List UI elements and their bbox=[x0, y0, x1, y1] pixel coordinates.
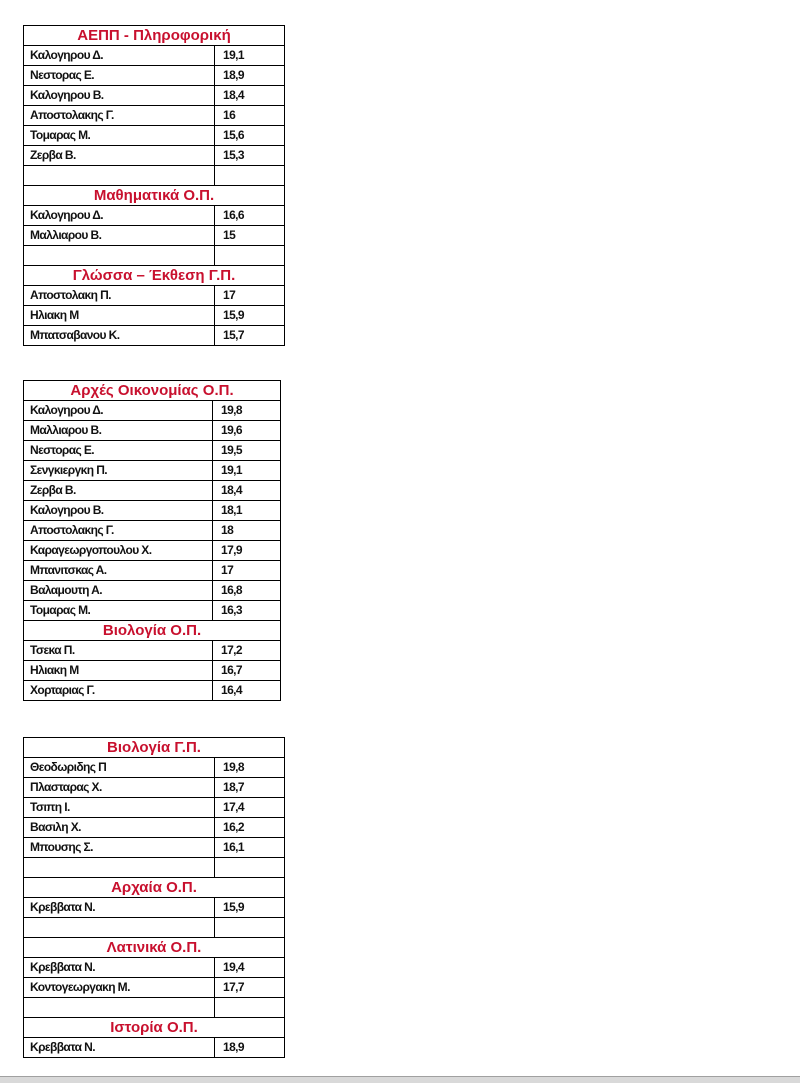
student-name: Ηλιακη Μ bbox=[24, 306, 215, 326]
grade-value: 19,1 bbox=[213, 461, 281, 481]
grade-value: 16,6 bbox=[215, 206, 285, 226]
table-row bbox=[24, 421, 281, 441]
grade-value: 17 bbox=[215, 286, 285, 306]
table-row bbox=[24, 66, 285, 86]
grade-value: 18,9 bbox=[215, 1038, 285, 1058]
student-name: Βαλαμουτη Α. bbox=[24, 581, 213, 601]
section-title: Βιολογία Ο.Π. bbox=[24, 621, 281, 641]
grade-value: 16,4 bbox=[213, 681, 281, 701]
section-title: Γλώσσα – Έκθεση Γ.Π. bbox=[24, 266, 285, 286]
blank-row bbox=[24, 998, 285, 1018]
student-name: Ζερβα Β. bbox=[24, 481, 213, 501]
student-name: Νεστορας Ε. bbox=[24, 66, 215, 86]
section-header-row bbox=[24, 381, 281, 401]
grades-table-3 bbox=[23, 737, 285, 1058]
section-title: ΑΕΠΠ - Πληροφορική bbox=[24, 26, 285, 46]
table-row bbox=[24, 306, 285, 326]
table-body bbox=[24, 738, 285, 1058]
section-header-row bbox=[24, 266, 285, 286]
student-name: Μαλλιαρου Β. bbox=[24, 421, 213, 441]
grade-value: 17,4 bbox=[215, 798, 285, 818]
grade-value: 15,6 bbox=[215, 126, 285, 146]
grades-table-1 bbox=[23, 25, 285, 346]
table-row bbox=[24, 661, 281, 681]
blank-cell bbox=[24, 998, 215, 1018]
section-title: Μαθηματικά Ο.Π. bbox=[24, 186, 285, 206]
student-name: Τομαρας Μ. bbox=[24, 601, 213, 621]
student-name: Πλασταρας Χ. bbox=[24, 778, 215, 798]
student-name: Αποστολακης Γ. bbox=[24, 521, 213, 541]
grade-value: 16,2 bbox=[215, 818, 285, 838]
grades-table-2 bbox=[23, 380, 281, 701]
student-name: Μπουσης Σ. bbox=[24, 838, 215, 858]
section-header-row bbox=[24, 938, 285, 958]
table-row bbox=[24, 126, 285, 146]
student-name: Καλογηρου Β. bbox=[24, 86, 215, 106]
table-body bbox=[24, 381, 281, 701]
student-name: Θεοδωριδης Π bbox=[24, 758, 215, 778]
student-name: Τομαρας Μ. bbox=[24, 126, 215, 146]
table-row bbox=[24, 441, 281, 461]
blank-cell bbox=[215, 246, 285, 266]
table-row bbox=[24, 521, 281, 541]
table-row bbox=[24, 758, 285, 778]
grade-value: 16 bbox=[215, 106, 285, 126]
student-name: Σενγκιεργκη Π. bbox=[24, 461, 213, 481]
grade-value: 18,4 bbox=[213, 481, 281, 501]
grade-value: 18,7 bbox=[215, 778, 285, 798]
table-body bbox=[24, 26, 285, 346]
student-name: Καραγεωργοπουλου Χ. bbox=[24, 541, 213, 561]
table-row bbox=[24, 958, 285, 978]
student-name: Κοντογεωργακη Μ. bbox=[24, 978, 215, 998]
grade-value: 17,2 bbox=[213, 641, 281, 661]
grade-value: 19,4 bbox=[215, 958, 285, 978]
section-header-row bbox=[24, 1018, 285, 1038]
section-header-row bbox=[24, 621, 281, 641]
table-row bbox=[24, 86, 285, 106]
student-name: Καλογηρου Δ. bbox=[24, 401, 213, 421]
grade-value: 19,1 bbox=[215, 46, 285, 66]
section-title: Βιολογία Γ.Π. bbox=[24, 738, 285, 758]
section-header-row bbox=[24, 878, 285, 898]
grade-value: 16,1 bbox=[215, 838, 285, 858]
grade-value: 15,3 bbox=[215, 146, 285, 166]
blank-row bbox=[24, 246, 285, 266]
grade-value: 18,1 bbox=[213, 501, 281, 521]
blank-cell bbox=[24, 246, 215, 266]
grade-value: 15 bbox=[215, 226, 285, 246]
table-row bbox=[24, 581, 281, 601]
table-row bbox=[24, 541, 281, 561]
table-row bbox=[24, 326, 285, 346]
grade-value: 16,7 bbox=[213, 661, 281, 681]
student-name: Κρεββατα Ν. bbox=[24, 958, 215, 978]
student-name: Μαλλιαρου Β. bbox=[24, 226, 215, 246]
student-name: Κρεββατα Ν. bbox=[24, 898, 215, 918]
table-row bbox=[24, 46, 285, 66]
student-name: Καλογηρου Β. bbox=[24, 501, 213, 521]
blank-cell bbox=[215, 918, 285, 938]
table-row bbox=[24, 146, 285, 166]
student-name: Βασιλη Χ. bbox=[24, 818, 215, 838]
grade-value: 18 bbox=[213, 521, 281, 541]
student-name: Καλογηρου Δ. bbox=[24, 206, 215, 226]
blank-cell bbox=[215, 998, 285, 1018]
grade-value: 15,9 bbox=[215, 306, 285, 326]
grade-value: 17,9 bbox=[213, 541, 281, 561]
section-title: Λατινικά Ο.Π. bbox=[24, 938, 285, 958]
grade-value: 15,7 bbox=[215, 326, 285, 346]
table-row bbox=[24, 561, 281, 581]
table-row bbox=[24, 818, 285, 838]
grade-value: 19,8 bbox=[215, 758, 285, 778]
student-name: Τσεκα Π. bbox=[24, 641, 213, 661]
blank-row bbox=[24, 858, 285, 878]
grade-value: 16,8 bbox=[213, 581, 281, 601]
student-name: Τσιπη Ι. bbox=[24, 798, 215, 818]
section-header-row bbox=[24, 186, 285, 206]
grade-value: 16,3 bbox=[213, 601, 281, 621]
blank-row bbox=[24, 918, 285, 938]
table-row bbox=[24, 641, 281, 661]
table-row bbox=[24, 106, 285, 126]
student-name: Μπανιτσκας Α. bbox=[24, 561, 213, 581]
section-header-row bbox=[24, 738, 285, 758]
table-row bbox=[24, 898, 285, 918]
grade-value: 18,9 bbox=[215, 66, 285, 86]
student-name: Νεστορας Ε. bbox=[24, 441, 213, 461]
grade-value: 17 bbox=[213, 561, 281, 581]
table-row bbox=[24, 681, 281, 701]
student-name: Αποστολακης Γ. bbox=[24, 106, 215, 126]
grade-value: 19,6 bbox=[213, 421, 281, 441]
blank-cell bbox=[215, 858, 285, 878]
grade-value: 15,9 bbox=[215, 898, 285, 918]
grade-value: 18,4 bbox=[215, 86, 285, 106]
student-name: Χορταριας Γ. bbox=[24, 681, 213, 701]
blank-cell bbox=[24, 858, 215, 878]
student-name: Μπατσαβανου Κ. bbox=[24, 326, 215, 346]
table-row bbox=[24, 481, 281, 501]
student-name: Ηλιακη Μ bbox=[24, 661, 213, 681]
table-row bbox=[24, 226, 285, 246]
section-title: Ιστορία Ο.Π. bbox=[24, 1018, 285, 1038]
blank-cell bbox=[24, 918, 215, 938]
table-row bbox=[24, 401, 281, 421]
blank-cell bbox=[24, 166, 215, 186]
student-name: Ζερβα Β. bbox=[24, 146, 215, 166]
section-title: Αρχές Οικονομίας Ο.Π. bbox=[24, 381, 281, 401]
table-row bbox=[24, 601, 281, 621]
section-header-row bbox=[24, 26, 285, 46]
grade-value: 19,5 bbox=[213, 441, 281, 461]
table-row bbox=[24, 838, 285, 858]
table-row bbox=[24, 206, 285, 226]
table-row bbox=[24, 978, 285, 998]
table-row bbox=[24, 501, 281, 521]
blank-cell bbox=[215, 166, 285, 186]
blank-row bbox=[24, 166, 285, 186]
grade-value: 17,7 bbox=[215, 978, 285, 998]
student-name: Αποστολακη Π. bbox=[24, 286, 215, 306]
grade-value: 19,8 bbox=[213, 401, 281, 421]
table-row bbox=[24, 778, 285, 798]
student-name: Κρεββατα Ν. bbox=[24, 1038, 215, 1058]
student-name: Καλογηρου Δ. bbox=[24, 46, 215, 66]
table-row bbox=[24, 798, 285, 818]
table-row bbox=[24, 1038, 285, 1058]
table-row bbox=[24, 286, 285, 306]
table-row bbox=[24, 461, 281, 481]
section-title: Αρχαία Ο.Π. bbox=[24, 878, 285, 898]
